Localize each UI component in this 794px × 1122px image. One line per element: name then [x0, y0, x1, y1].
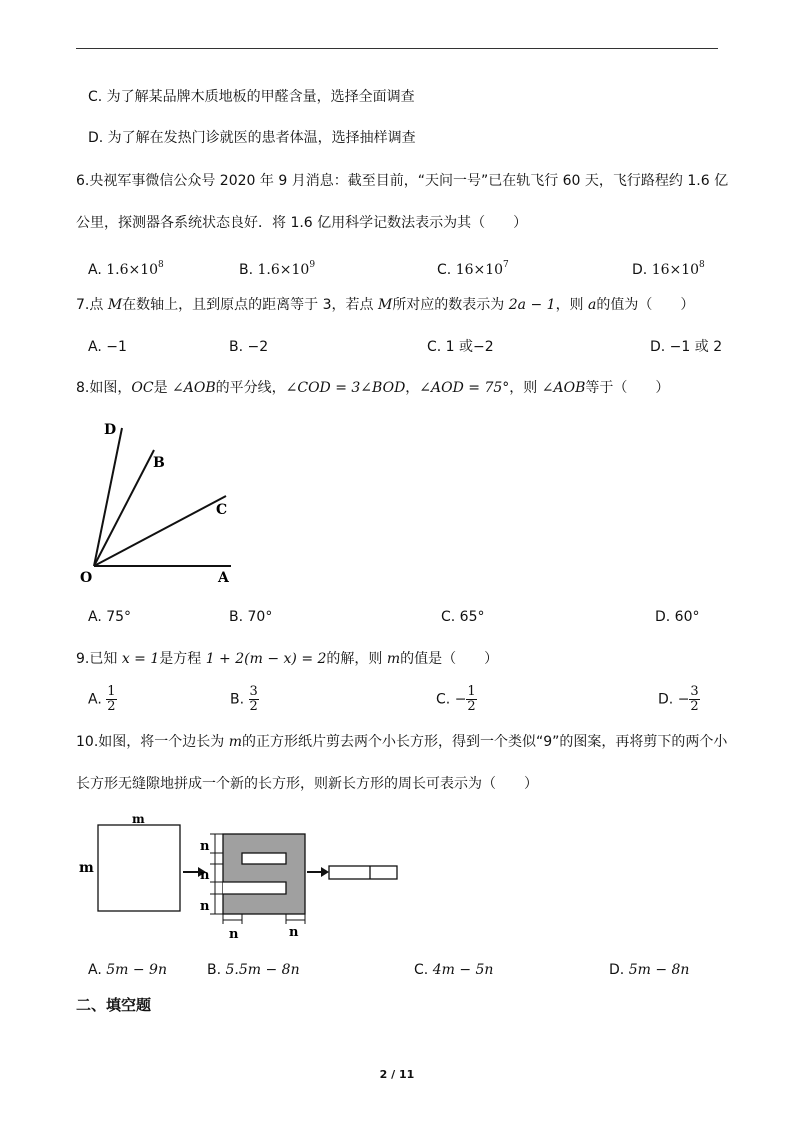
label-m-left: m — [79, 860, 94, 876]
q9-option-c: C. − $\frac{1}{2}$ — [436, 684, 476, 714]
label-b: B — [153, 455, 165, 471]
label-o: O — [80, 570, 93, 586]
arrow-2-head — [321, 867, 329, 877]
page-number: 2 / 11 — [379, 1068, 415, 1081]
q8-stem: 8.如图，OC是 ∠AOB的平分线，∠COD = 3∠BOD，∠AOD = 75°，则 ∠AOB等于（ ） — [76, 380, 670, 396]
label-n-1: n — [200, 839, 210, 854]
ray-oc — [94, 496, 226, 566]
q6-option-a: A. $1.6\times 10^8$ — [88, 260, 164, 278]
q7-option-c: C. 1 或−2 — [427, 339, 494, 355]
q9-option-b: B. $\frac{3}{2}$ — [230, 684, 258, 714]
q7-option-d: D. −1 或 2 — [650, 339, 723, 355]
q7-option-a: A. −1 — [88, 339, 127, 355]
q8-option-c: C. 65° — [441, 609, 485, 625]
q7-stem: 7.点 M在数轴上，且到原点的距离等于 3，若点 M所对应的数表示为 2a − 1，则 a的值为（ ） — [76, 297, 695, 313]
label-n-bottom-right: n — [289, 925, 299, 940]
label-n-2: n — [200, 868, 210, 883]
q10-option-a: A. 5m − 9n — [88, 962, 167, 978]
cutout-lower — [223, 882, 286, 894]
q6-option-b: B. $1.6\times 10^9$ — [239, 260, 316, 278]
q10-stem-line1: 10.如图，将一个边长为 m的正方形纸片剪去两个小长方形，得到一个类似“9”的图案，再将剪下的两个小 — [76, 734, 728, 750]
q5-option-d: D. 为了解在发热门诊就医的患者体温，选择抽样调查 — [88, 130, 416, 146]
new-rectangle — [329, 866, 397, 879]
q9-option-a: A. $\frac{1}{2}$ — [88, 684, 116, 714]
q9-option-d: D. − $\frac{3}{2}$ — [658, 684, 699, 714]
q7-option-b: B. −2 — [229, 339, 269, 355]
q6-option-c: C. $16\times 10^7$ — [437, 260, 509, 278]
q10-stem-line2: 长方形无缝隙地拼成一个新的长方形，则新长方形的周长可表示为（ ） — [76, 776, 538, 792]
q6-stem-line2: 公里，探测器各系统状态良好．将 1.6 亿用科学记数法表示为其（ ） — [76, 215, 528, 231]
q10-option-b: B. 5.5m − 8n — [207, 962, 300, 978]
ray-od — [94, 428, 122, 566]
label-c: C — [216, 502, 228, 518]
label-d: D — [104, 422, 117, 438]
label-n-3: n — [200, 899, 210, 914]
label-m-top: m — [132, 812, 145, 826]
q8-option-b: B. 70° — [229, 609, 273, 625]
q8-option-a: A. 75° — [88, 609, 132, 625]
q8-angle-figure — [76, 418, 246, 590]
q10-square-figure — [76, 812, 406, 942]
cutout-upper — [242, 853, 286, 864]
ray-ob — [94, 450, 154, 566]
original-square — [98, 825, 180, 911]
header-rule — [76, 48, 718, 49]
q8-option-d: D. 60° — [655, 609, 700, 625]
nine-pattern — [223, 834, 305, 914]
q10-option-c: C. 4m − 5n — [414, 962, 494, 978]
label-n-bottom-left: n — [229, 927, 239, 942]
label-a: A — [218, 570, 229, 586]
q10-option-d: D. 5m − 8n — [609, 962, 690, 978]
section-title-fill-in: 二、填空题 — [76, 996, 152, 1014]
q6-option-d: D. $16\times 10^8$ — [632, 260, 705, 278]
q6-stem-line1: 6.央视军事微信公众号 2020 年 9 月消息：截至目前，“天问一号”已在轨飞行 60 天，飞行路程约 1.6 亿 — [76, 173, 729, 189]
q9-stem: 9.已知 x = 1是方程 1 + 2(m − x) = 2的解，则 m的值是（ ） — [76, 651, 499, 667]
q5-option-c: C. 为了解某品牌木质地板的甲醛含量，选择全面调查 — [88, 89, 415, 105]
